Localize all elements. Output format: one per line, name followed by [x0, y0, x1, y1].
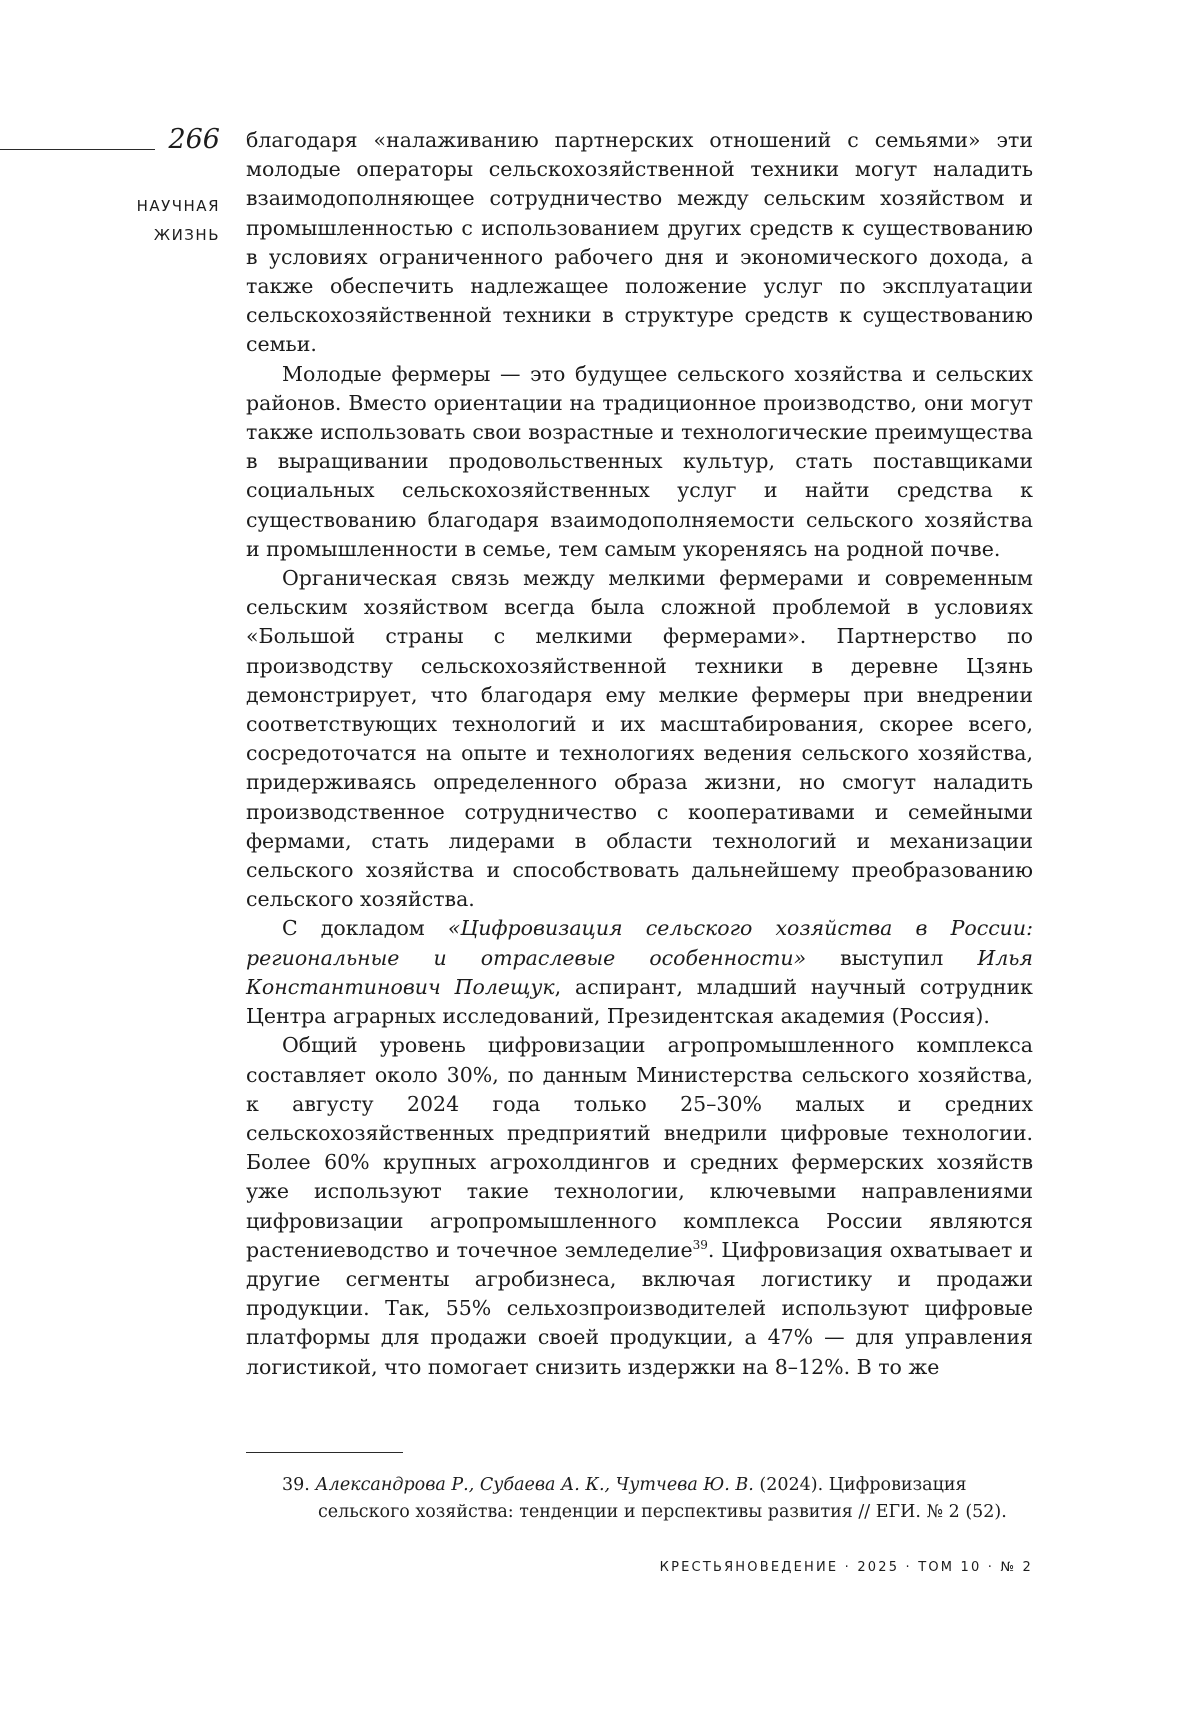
paragraph-5 [246, 1031, 1033, 1381]
footnote-authors: Александрова Р., Субаева А. К., Чутчева Ю. В. [315, 1475, 753, 1495]
section-label [110, 192, 220, 250]
section-label-line1: НАУЧНАЯ [110, 192, 220, 221]
footnote-ref-39[interactable]: 39 [693, 1238, 708, 1252]
paragraph-1: благодаря «налаживанию партнерских отношений с семьями» эти молодые операторы сельскохозяйственной техники могут наладить взаимодополняющее сотрудничество между сельским хозяйством и промышленностью с использованием других средств к существованию в условиях ограниченного рабочего дня и экономического дохода, а также обеспечить надлежащее положение услуг по эксплуатации сельскохозяйственной техники в структуре средств к существованию семьи. [246, 126, 1033, 360]
paragraph-5-part2: . Цифровизация охватывает и другие сегменты агробизнеса, включая логистику и продажи продукции. Так, 55% сельхозпроизводителей используют цифровые платформы для продажи своей продукции, а 47% — для управления логистикой, что помогает снизить издержки на 8–12%. В то же [246, 1238, 1033, 1379]
footnote-39 [282, 1472, 1033, 1526]
paragraph-3: Органическая связь между мелкими фермерами и современным сельским хозяйством всегда была сложной проблемой в условиях «Большой страны с мелкими фермерами». Партнерство по производству сельскохозяйственной техники в деревне Цзянь демонстрирует, что благодаря ему мелкие фермеры при внедрении соответствующих технологий и их масштабирования, скорее всего, сосредоточатся на опыте и технологиях ведения сельского хозяйства, придерживаясь определенного образа жизни, но смогут наладить производственное сотрудничество с кооперативами и семейными фермами, стать лидерами в области технологий и механизации сельского хозяйства и способствовать дальнейшему преобразованию сельского хозяйства. [246, 564, 1033, 914]
paragraph-4-affiliation: , аспирант, младший научный сотрудник Центра аграрных исследований, Президентская академия (Россия). [246, 975, 1033, 1028]
paragraph-5-part1: Общий уровень цифровизации агропромышленного комплекса составляет около 30%, по данным Министерства сельского хозяйства, к августу 2024 года только 25–30% малых и средних сельскохозяйственных предприятий внедрили цифровые технологии. Более 60% крупных агрохолдингов и средних фермерских хозяйств уже используют такие технологии, ключевыми направлениями цифровизации агропромышленного комплекса России являются растениеводство и точечное земледелие [246, 1033, 1033, 1261]
footnote-year: (2024). [759, 1475, 823, 1495]
speaker-name: Илья Константинович Полещук [246, 946, 1033, 999]
footnote-title-line2: сельского хозяйства: тенденции и перспективы развития // ЕГИ. № 2 (52). [282, 1499, 1033, 1526]
paragraph-4 [246, 914, 1033, 1031]
section-label-line2: ЖИЗНЬ [110, 221, 220, 250]
report-title: «Цифровизация сельского хозяйства в России: региональные и отраслевые особенности» [246, 916, 1033, 969]
paragraph-4-intro: С докладом [282, 916, 448, 940]
footnote-rule [246, 1452, 403, 1453]
body-text [246, 126, 1033, 1382]
paragraph-2: Молодые фермеры — это будущее сельского хозяйства и сельских районов. Вместо ориентации на традиционное производство, они могут также использовать свои возрастные и технологические преимущества в выращивании продовольственных культур, стать поставщиками социальных сельскохозяйственных услуг и найти средства к существованию благодаря взаимодополняемости сельского хозяйства и промышленности в семье, тем самым укореняясь на родной почве. [246, 360, 1033, 564]
header-rule [0, 149, 155, 150]
journal-footer: КРЕСТЬЯНОВЕДЕНИЕ · 2025 · ТОМ 10 · № 2 [600, 1560, 1033, 1575]
footnote-title-line1: Цифровизация [829, 1475, 967, 1495]
paragraph-4-verb: выступил [806, 946, 977, 970]
footnote-number: 39. [282, 1475, 310, 1495]
page-number: 266 [160, 124, 220, 155]
